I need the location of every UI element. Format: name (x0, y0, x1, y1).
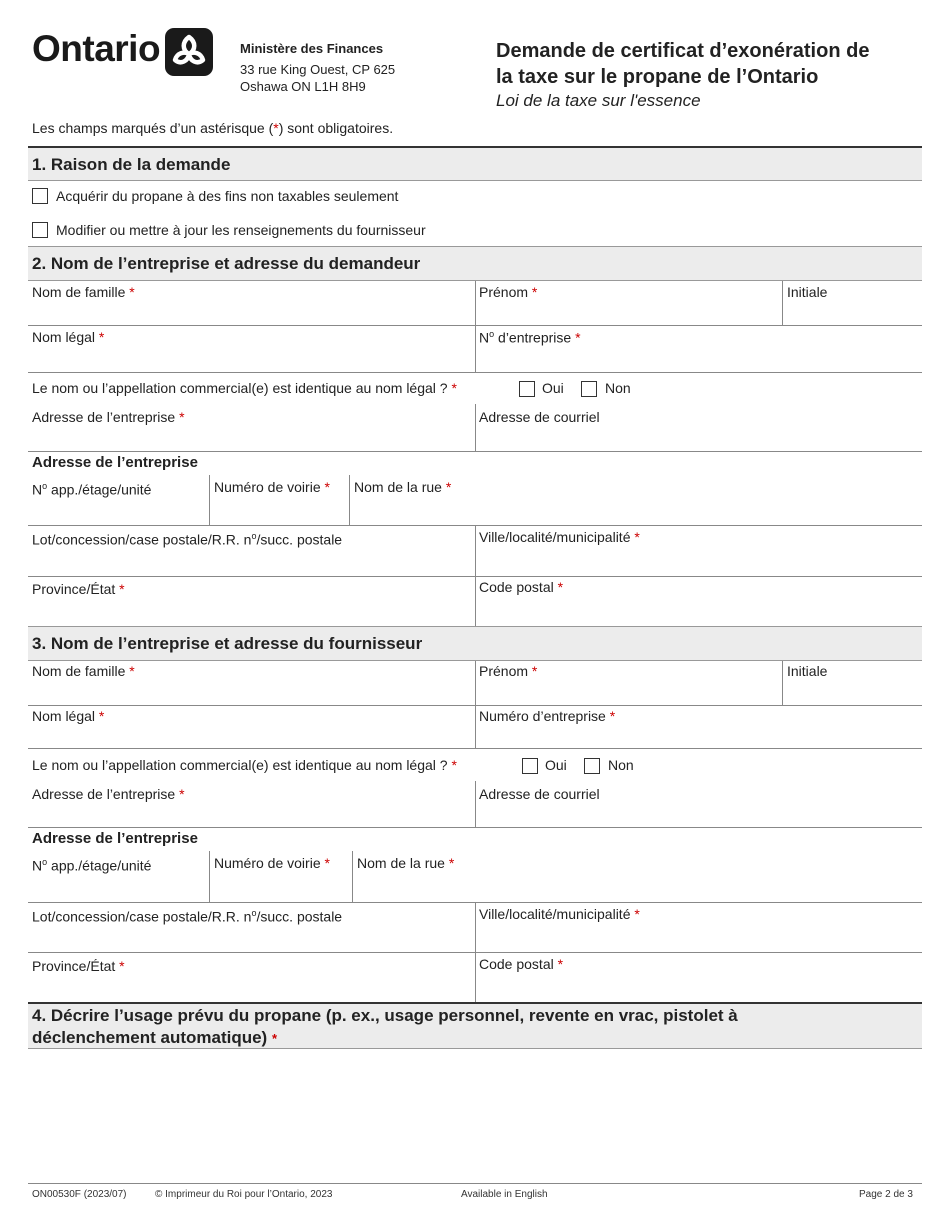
s2-lot-label: Lot/concession/case postale/R.R. $n^o$/succ. postale (32, 531, 343, 548)
s3-address-heading: Adresse de l’entreprise (32, 830, 198, 847)
s3-legal-name-label: Nom légal * (32, 708, 105, 724)
s3-street-number-label: Numéro de voirie * (214, 855, 330, 871)
s3-email-label: Adresse de courriel (479, 786, 600, 802)
reason-nontaxable-label: Acquérir du propane à des fins non taxables seulement (56, 188, 399, 204)
section4-heading-line2: déclenchement automatique) * (32, 1028, 278, 1047)
s2-same-name-yes-checkbox[interactable] (519, 381, 535, 397)
section1-heading: 1. Raison de la demande (28, 146, 922, 181)
s3-same-name-question: Le nom ou l’appellation commercial(e) est identique au nom légal ? * (32, 757, 457, 773)
s2-business-number-label: $N^o$ d’entreprise * (479, 329, 581, 346)
s3-street-name-label: Nom de la rue * (357, 855, 455, 871)
s2-email-label: Adresse de courriel (479, 409, 600, 425)
reason-update-checkbox[interactable] (32, 222, 48, 238)
form-title-line2: la taxe sur le propane de l’Ontario (496, 66, 819, 88)
section4-heading (28, 1002, 922, 1049)
s2-yes-label: Oui (542, 380, 564, 396)
form-title (496, 38, 926, 90)
ministry-address-2: Oshawa ON L1H 8H9 (240, 79, 366, 94)
ministry-name: Ministère des Finances (240, 41, 384, 56)
s3-unit-label: $N^o$ app./étage/unité (32, 857, 152, 874)
section4-heading-line1: 4. Décrire l’usage prévu du propane (p. ex., usage personnel, revente en vrac, pistolet à (32, 1006, 738, 1025)
reason-update-label: Modifier ou mettre à jour les renseignements du fournisseur (56, 222, 426, 238)
s2-street-name-label: Nom de la rue * (354, 479, 452, 495)
s2-last-name-label: Nom de famille * (32, 284, 135, 300)
section3-heading: 3. Nom de l’entreprise et adresse du fournisseur (28, 626, 922, 661)
available-in-english: Available in English (461, 1189, 548, 1200)
s3-province-label: Province/État * (32, 958, 125, 974)
s2-initial-label: Initiale (787, 284, 828, 300)
trillium-logo-icon (165, 28, 213, 76)
s2-postal-label: Code postal * (479, 579, 564, 595)
s3-same-name-no-checkbox[interactable] (584, 758, 600, 774)
form-id: ON00530F (2023/07) (32, 1189, 127, 1200)
intended-use-textarea[interactable] (28, 1049, 922, 1179)
reason-nontaxable-checkbox[interactable] (32, 188, 48, 204)
s2-legal-name-label: Nom légal * (32, 329, 105, 345)
s2-same-name-question: Le nom ou l’appellation commercial(e) est identique au nom légal ? * (32, 380, 457, 396)
s2-business-address-label: Adresse de l’entreprise * (32, 409, 185, 425)
s3-postal-label: Code postal * (479, 956, 564, 972)
s3-same-name-yes-checkbox[interactable] (522, 758, 538, 774)
ministry-block (240, 40, 395, 95)
s2-province-label: Province/État * (32, 581, 125, 597)
copyright: © Imprimeur du Roi pour l’Ontario, 2023 (155, 1189, 333, 1200)
s3-lot-label: Lot/concession/case postale/R.R. $n^o$/succ. postale (32, 908, 343, 925)
page-number: Page 2 de 3 (859, 1189, 913, 1200)
s2-no-label: Non (605, 380, 631, 396)
required-fields-note: Les champs marqués d’un astérisque (*) sont obligatoires. (32, 120, 394, 136)
s2-first-name-label: Prénom * (479, 284, 538, 300)
s3-first-name-label: Prénom * (479, 663, 538, 679)
s3-city-label: Ville/localité/municipalité * (479, 906, 640, 922)
form-subtitle: Loi de la taxe sur l'essence (496, 91, 701, 110)
s2-address-heading: Adresse de l’entreprise (32, 454, 198, 471)
s2-unit-label: $N^o$ app./étage/unité (32, 481, 152, 498)
ministry-address-1: 33 rue King Ouest, CP 625 (240, 62, 396, 77)
s3-business-address-label: Adresse de l’entreprise * (32, 786, 185, 802)
s3-last-name-label: Nom de famille * (32, 663, 135, 679)
s2-same-name-no-checkbox[interactable] (581, 381, 597, 397)
s3-no-label: Non (608, 757, 634, 773)
s2-street-number-label: Numéro de voirie * (214, 479, 330, 495)
s2-city-label: Ville/localité/municipalité * (479, 529, 640, 545)
s3-yes-label: Oui (545, 757, 567, 773)
s3-initial-label: Initiale (787, 663, 828, 679)
s3-business-number-label: Numéro d’entreprise * (479, 708, 616, 724)
ontario-logo-text: Ontario (32, 28, 161, 69)
form-title-line1: Demande de certificat d’exonération de (496, 40, 870, 62)
section2-heading: 2. Nom de l’entreprise et adresse du demandeur (28, 246, 922, 281)
